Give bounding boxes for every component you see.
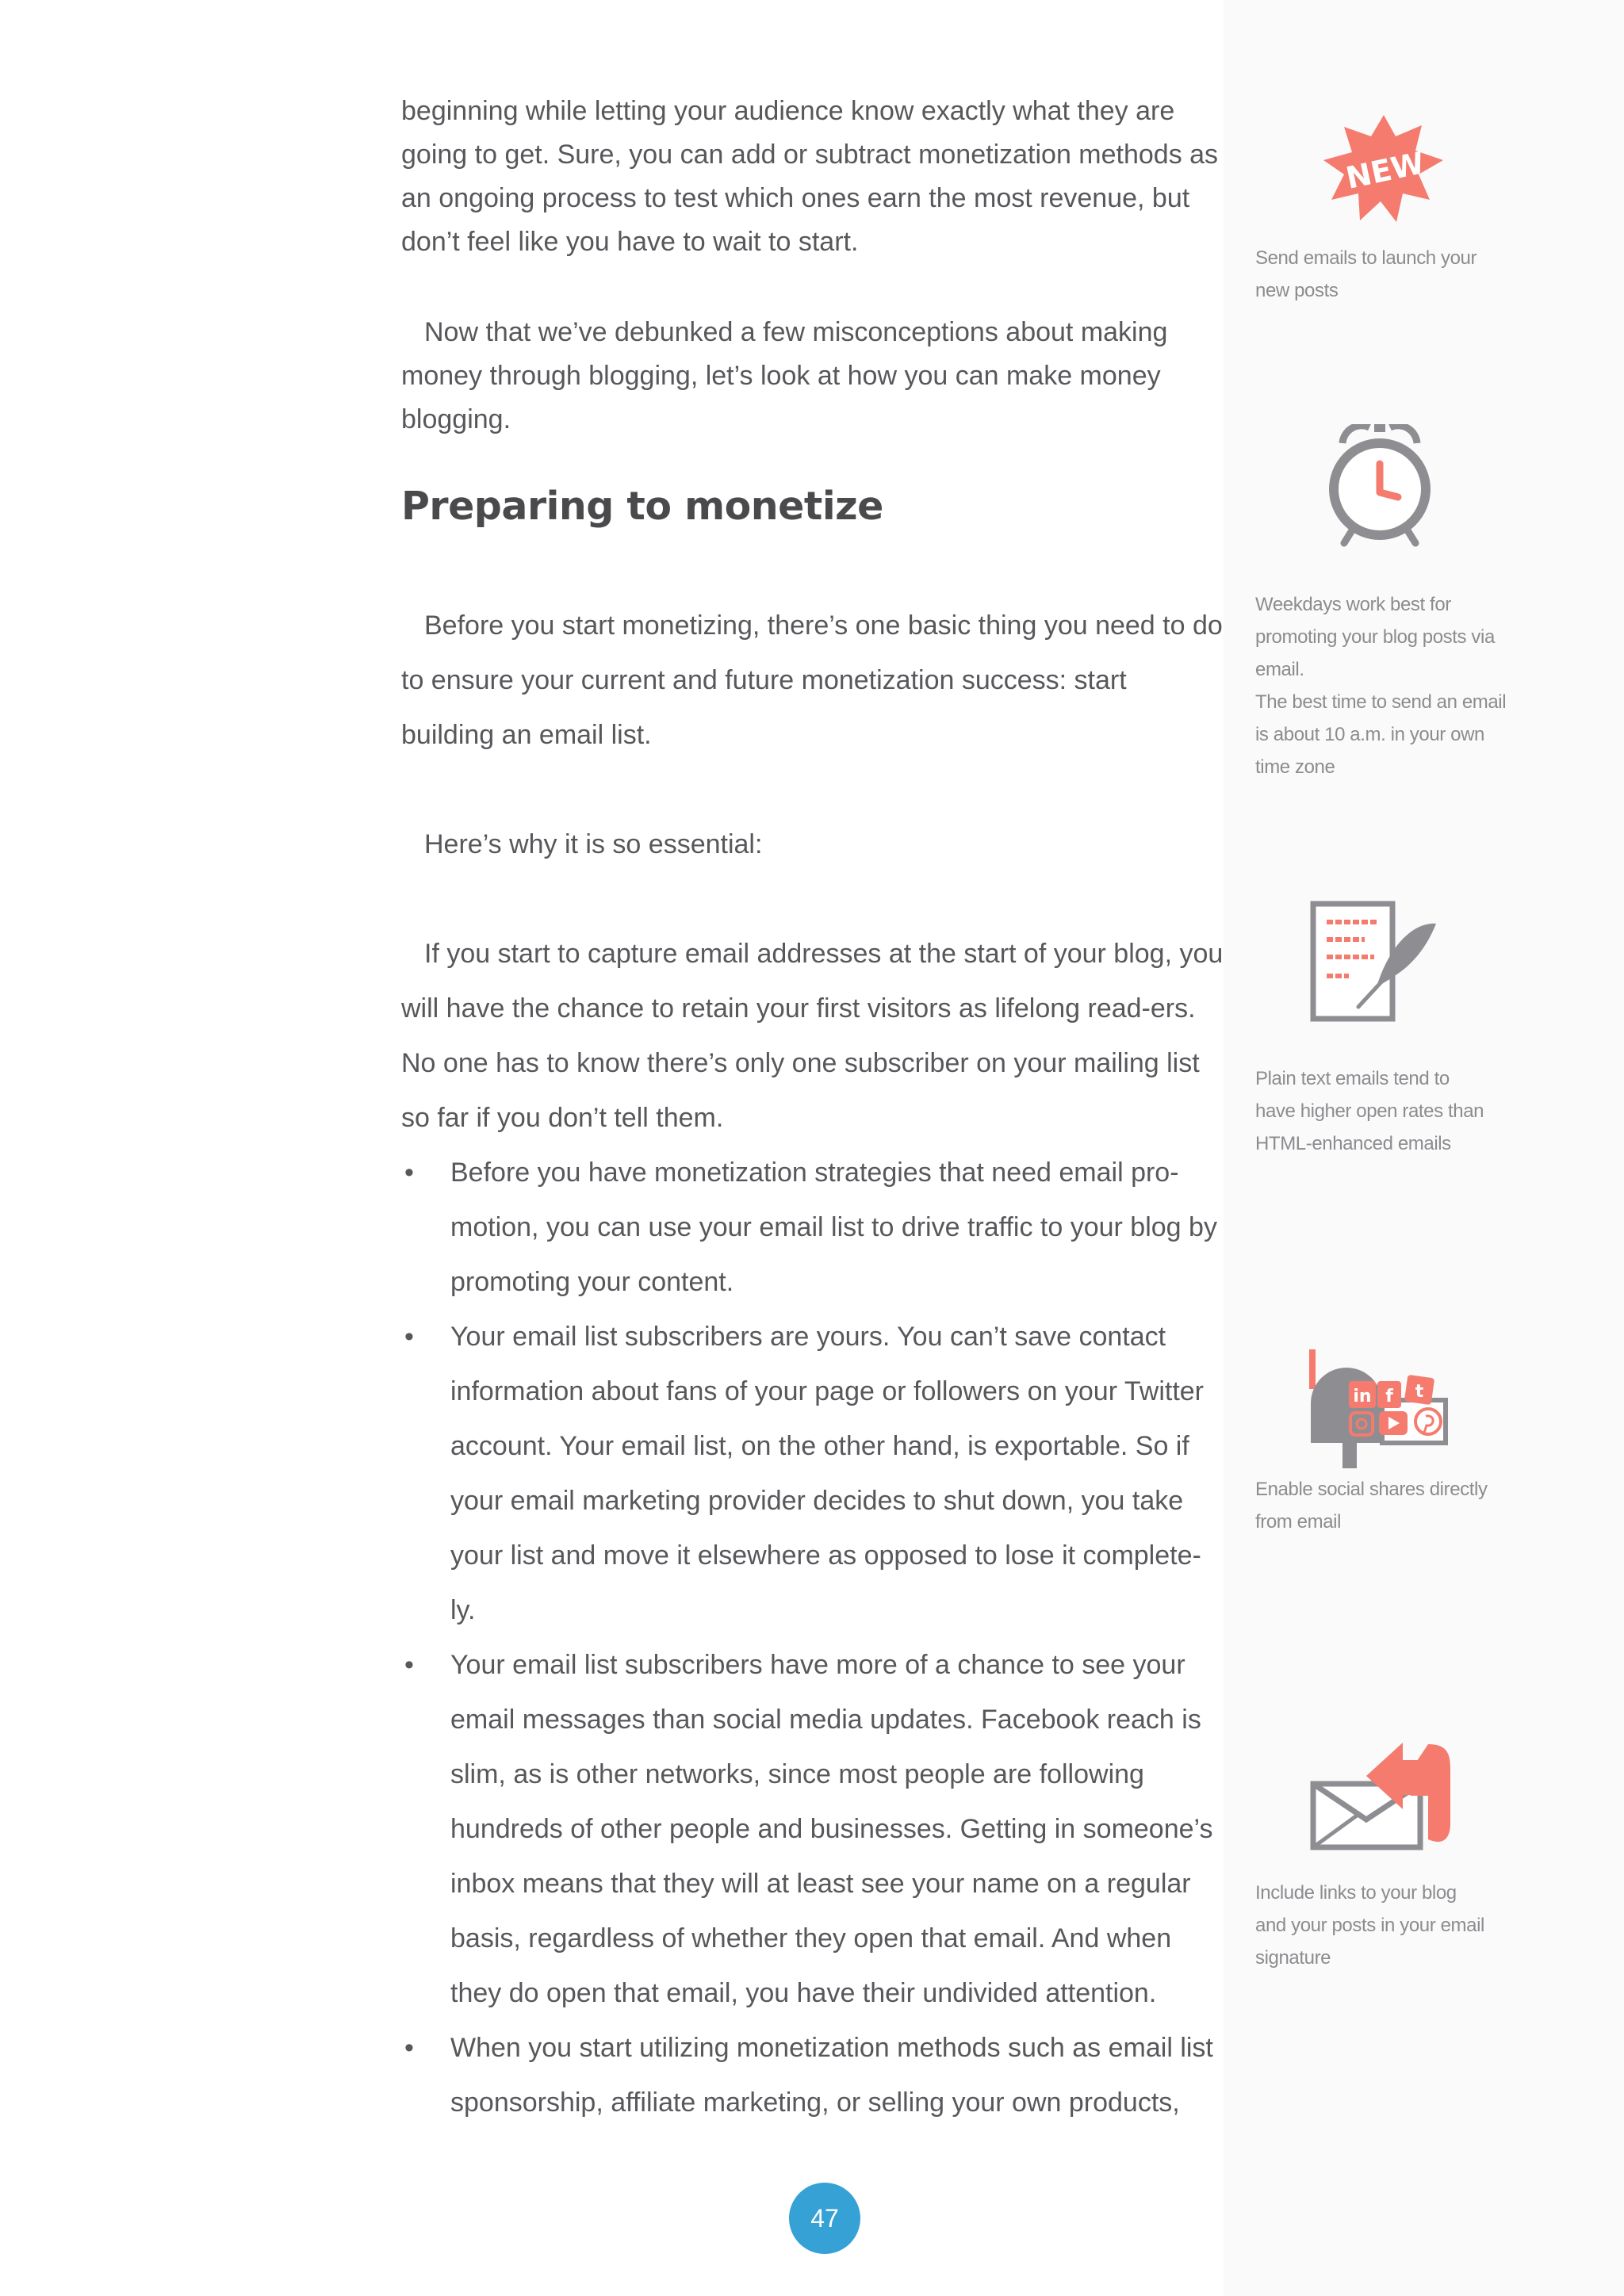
caption-line: is about 10 a.m. in your own <box>1255 724 1484 745</box>
document-quill-icon <box>1309 900 1444 1027</box>
sidebar-caption <box>1255 242 1517 307</box>
caption-line: email. <box>1255 659 1304 680</box>
list-item <box>401 1638 1226 2021</box>
caption-line: HTML-enhanced emails <box>1255 1133 1451 1154</box>
mailbox-social-icon <box>1303 1348 1454 1471</box>
alarm-clock-icon <box>1320 424 1439 551</box>
sidebar-caption <box>1255 1062 1517 1160</box>
sidebar-caption <box>1255 1877 1517 1974</box>
new-badge-icon <box>1320 111 1447 230</box>
envelope-arrow-icon <box>1309 1736 1452 1855</box>
new-badge-text: NEW <box>1342 145 1428 196</box>
linkedin-glyph: in <box>1353 1387 1372 1406</box>
paragraph-2: Now that we’ve debunked a few misconceptions about making money through blogging, let’s look at how you can make money blogging. <box>401 317 1168 434</box>
bullet-text: Your email list subscribers are yours. You can’t save contact information about fans of your page or followers on your Twitter account. Your email list, on the other hand, is exportable. So if your email marketing provider decides to shut down, you take your list and move it elsewhere as opposed to lose it complete-ly. <box>450 1322 1204 1625</box>
list-item <box>401 1310 1226 1638</box>
page-number-badge: 47 <box>789 2183 860 2254</box>
bullet-dot: • <box>404 1322 414 1352</box>
bullet-dot: • <box>404 2033 414 2063</box>
paragraph-3: Before you start monetizing, there’s one basic thing you need to do to ensure your current and future monetization success: start building an email list. <box>401 610 1223 750</box>
paragraph-1: beginning while letting your audience know exactly what they are going to get. Sure, you can add or subtract monetization methods as an ongoing process to test which ones earn the most revenue, but don’t feel like you have to wait to start. <box>401 96 1219 257</box>
bullet-text: When you start utilizing monetization methods such as email list sponsorship, affiliate marketing, or selling your own products, <box>450 2033 1213 2118</box>
caption-line: time zone <box>1255 756 1335 778</box>
sidebar-caption <box>1255 588 1517 783</box>
twitter-glyph: t <box>1415 1382 1424 1402</box>
caption-line: signature <box>1255 1947 1331 1969</box>
caption-line: Plain text emails tend to <box>1255 1068 1450 1089</box>
caption-line: Enable social shares directly <box>1255 1479 1488 1500</box>
bullet-text: Before you have monetization strategies that need email pro-motion, you can use your email list to drive traffic to your blog by promoting your content. <box>450 1158 1217 1297</box>
list-item <box>401 1146 1226 1310</box>
caption-line: new posts <box>1255 280 1339 301</box>
bullet-dot: • <box>404 1158 414 1188</box>
section-heading: Preparing to monetize <box>401 484 883 529</box>
paragraph-4: Here’s why it is so essential: <box>424 829 763 859</box>
caption-line: Send emails to launch your <box>1255 247 1477 269</box>
caption-line: Weekdays work best for <box>1255 594 1451 615</box>
list-item <box>401 2021 1226 2130</box>
caption-line: promoting your blog posts via <box>1255 626 1495 648</box>
bullet-list <box>401 1146 1226 2130</box>
facebook-glyph: f <box>1385 1387 1393 1406</box>
caption-line: Include links to your blog <box>1255 1882 1457 1904</box>
caption-line: from email <box>1255 1511 1342 1533</box>
bullet-dot: • <box>404 1650 414 1680</box>
caption-line: The best time to send an email <box>1255 691 1507 713</box>
caption-line: have higher open rates than <box>1255 1100 1484 1122</box>
sidebar-caption <box>1255 1473 1517 1538</box>
paragraph-5: If you start to capture email addresses at the start of your blog, you will have the chance to retain your first visitors as lifelong read-ers. No one has to know there’s only one subscriber on your mailing list so far if you don’t tell them. <box>401 939 1224 1133</box>
caption-line: and your posts in your email <box>1255 1915 1484 1936</box>
bullet-text: Your email list subscribers have more of a chance to see your email messages than social media updates. Facebook reach is slim, as is other networks, since most people are following hundreds of other people and businesses. Getting in someone’s inbox means that they will at least see your name on a regular basis, regardless of whether they open that email. And when they do open that email, you have their undivided attention. <box>450 1650 1213 2008</box>
